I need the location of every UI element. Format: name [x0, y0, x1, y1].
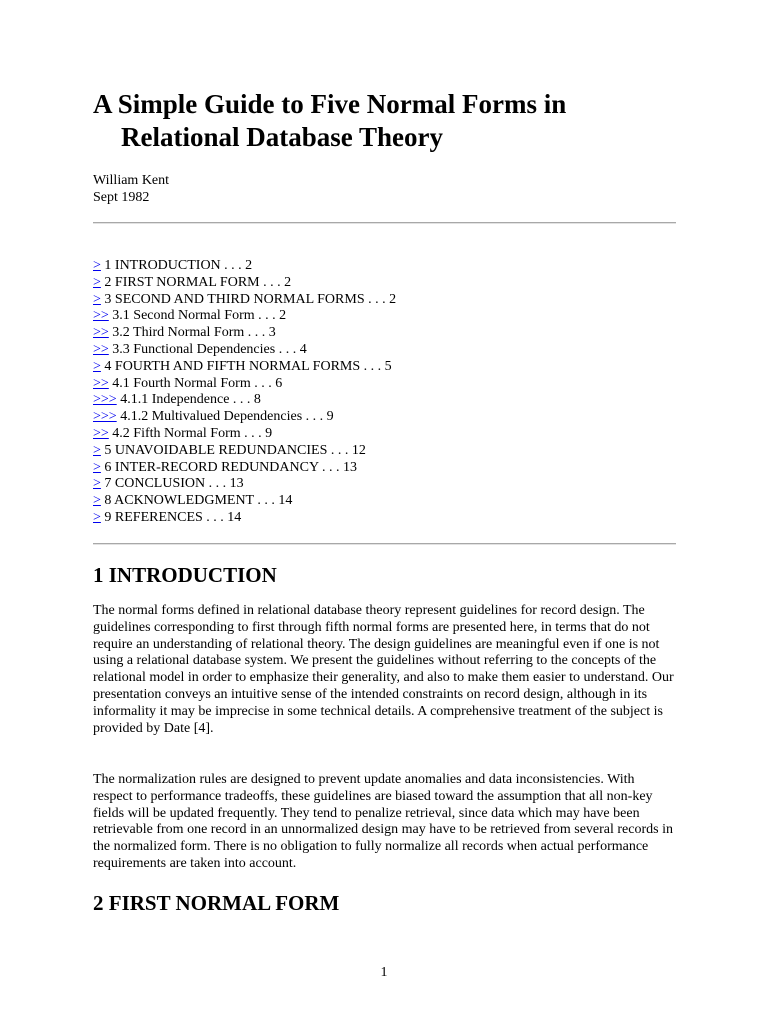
toc-link[interactable]: >>: [93, 341, 109, 357]
title-line-1: A Simple Guide to Five Normal Forms in: [93, 89, 567, 119]
toc-item: [93, 493, 676, 510]
publication-date: Sept 1982: [93, 190, 150, 205]
toc-item-label: 9 REFERENCES . . . 14: [100, 509, 242, 525]
horizontal-divider: [93, 222, 676, 224]
toc-link[interactable]: >>: [93, 325, 109, 341]
toc-item-label: 1 INTRODUCTION . . . 2: [100, 258, 253, 273]
toc-link[interactable]: >>>: [93, 409, 117, 425]
toc-item: [93, 275, 676, 292]
toc-item-label: 6 INTER-RECORD REDUNDANCY . . . 13: [100, 459, 358, 475]
toc-item: [93, 460, 676, 477]
page-number: 1: [380, 965, 388, 980]
title-line-2: Relational Database Theory: [121, 122, 443, 152]
toc-link[interactable]: >: [93, 442, 101, 458]
toc-link[interactable]: >: [93, 493, 101, 509]
toc-item-label: 8 ACKNOWLEDGMENT . . . 14: [100, 493, 293, 509]
toc-item-label: 3 SECOND AND THIRD NORMAL FORMS . . . 2: [100, 291, 397, 307]
toc-item: [93, 258, 676, 275]
toc-item: [93, 409, 676, 426]
toc-link[interactable]: >: [93, 258, 101, 273]
toc-item-label: 5 UNAVOIDABLE REDUNDANCIES . . . 12: [100, 442, 366, 458]
toc-item: [93, 443, 676, 460]
toc-item-label: 4.1.2 Multivalued Dependencies . . . 9: [116, 409, 334, 425]
toc-item-label: 2 FIRST NORMAL FORM . . . 2: [100, 274, 292, 290]
toc-item: [93, 308, 676, 325]
toc-item: [93, 359, 676, 376]
toc-link[interactable]: >: [93, 459, 101, 475]
toc-link[interactable]: >: [93, 291, 101, 307]
toc-item-label: 4 FOURTH AND FIFTH NORMAL FORMS . . . 5: [100, 358, 392, 374]
document-title: [93, 88, 676, 154]
toc-item: [93, 342, 676, 359]
toc-link[interactable]: >>: [93, 308, 109, 324]
section-heading-first-normal-form: 2 FIRST NORMAL FORM: [93, 891, 340, 915]
toc-item-label: 3.2 Third Normal Form . . . 3: [108, 325, 276, 341]
toc-link[interactable]: >: [93, 509, 101, 525]
toc-item: [93, 476, 676, 493]
toc-item: [93, 292, 676, 309]
horizontal-divider: [93, 543, 676, 545]
toc-item: [93, 325, 676, 342]
toc-item-label: 3.1 Second Normal Form . . . 2: [108, 308, 287, 324]
toc-link[interactable]: >: [93, 476, 101, 492]
toc-item-label: 7 CONCLUSION . . . 13: [100, 476, 244, 492]
toc-link[interactable]: >: [93, 358, 101, 374]
toc-link[interactable]: >>: [93, 375, 109, 391]
body-paragraph: The normalization rules are designed to prevent update anomalies and data inconsistencies. With respect to performance tradeoffs, these guidelines are biased toward the assumption that all non-key fields will be updated frequently. They tend to penalize retrieval, since data which may have been retrievable from one record in an unnormalized design may have to be retrieved from several records in the normalized form. There is no obligation to fully normalize all records when actual performance requirements are taken into account.: [93, 772, 673, 871]
toc-item: [93, 376, 676, 393]
toc-item-label: 3.3 Functional Dependencies . . . 4: [108, 341, 307, 357]
toc-item: [93, 392, 676, 409]
toc-link[interactable]: >>: [93, 425, 109, 441]
toc-item-label: 4.1 Fourth Normal Form . . . 6: [108, 375, 283, 391]
toc-item-label: 4.2 Fifth Normal Form . . . 9: [108, 425, 273, 441]
toc-item-label: 4.1.1 Independence . . . 8: [116, 392, 261, 408]
table-of-contents: [93, 258, 676, 527]
body-paragraph: The normal forms defined in relational database theory represent guidelines for record design. The guidelines corresponding to first through fifth normal forms are presented here, in terms that do not require an understanding of relational theory. The design guidelines are meaningful even if one is not using a relational database system. We present the guidelines without referring to the concepts of the relational model in order to emphasize their generality, and also to make them easier to understand. Our presentation conveys an intuitive sense of the intended constraints on record design, although in its informality it may be imprecise in some technical details. A comprehensive treatment of the subject is provided by Date [4].: [93, 603, 674, 736]
toc-link[interactable]: >: [93, 274, 101, 290]
section-heading-introduction: 1 INTRODUCTION: [93, 563, 277, 587]
toc-link[interactable]: >>>: [93, 392, 117, 408]
toc-item: [93, 510, 676, 527]
author-name: William Kent: [93, 173, 170, 188]
toc-item: [93, 426, 676, 443]
